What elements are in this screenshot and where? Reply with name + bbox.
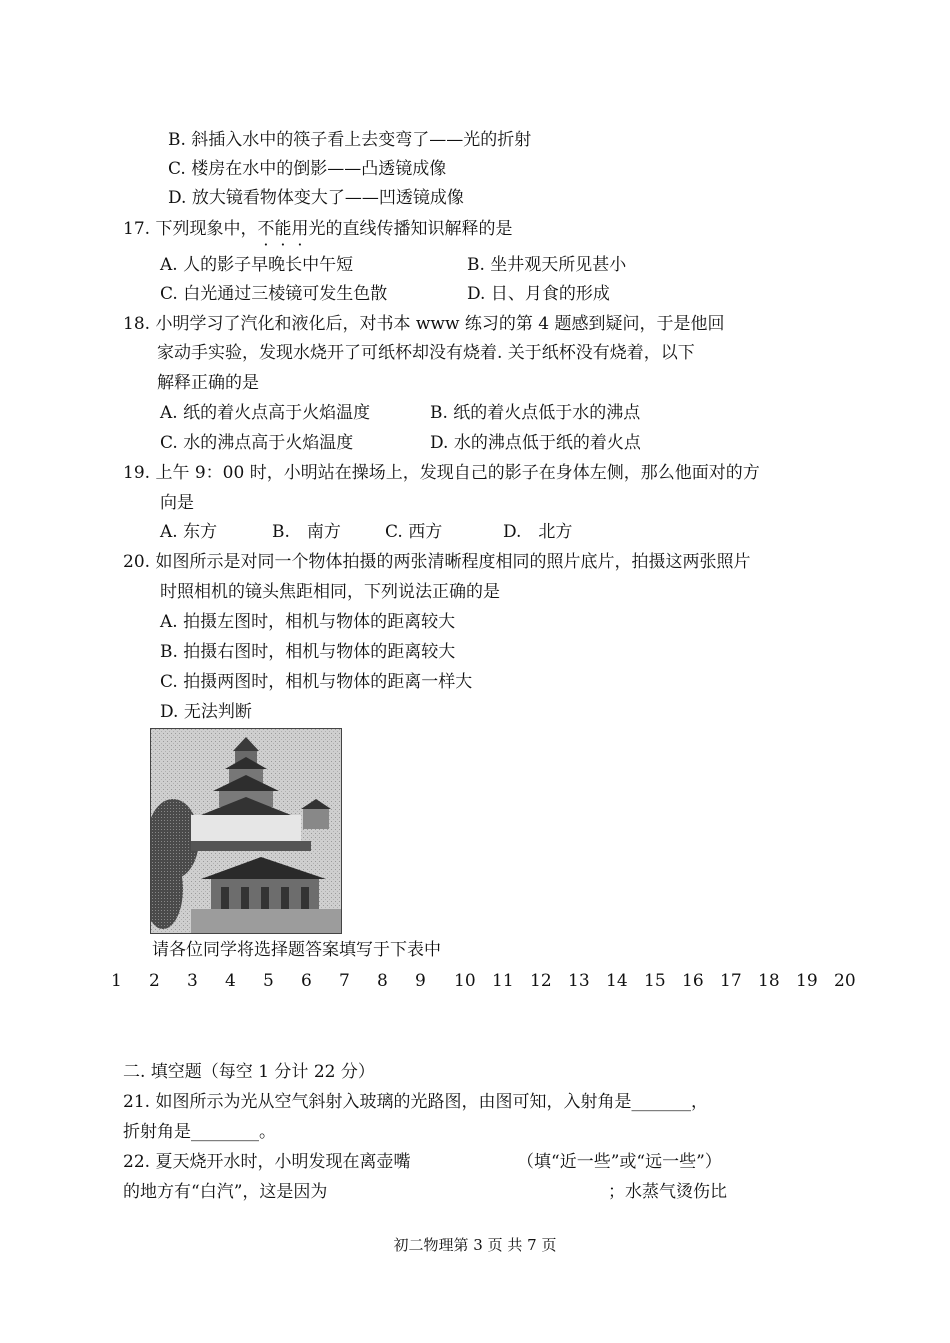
emphasis-char: 能 — [274, 219, 292, 239]
q20-option-d: D. 无法判断 — [160, 702, 252, 722]
answer-number: 1 — [111, 971, 122, 991]
q19-option-d: D. 北方 — [503, 522, 573, 542]
answer-number: 4 — [225, 971, 236, 991]
q18-option-b: B. 纸的着火点低于水的沸点 — [430, 403, 641, 423]
q17-option-b: B. 坐井观天所见甚小 — [467, 255, 627, 275]
answer-number: 10 — [454, 971, 476, 991]
answer-number: 20 — [834, 971, 856, 991]
answer-number: 6 — [301, 971, 312, 991]
answer-number: 5 — [263, 971, 274, 991]
q16-option-c: C. 楼房在水中的倒影——凸透镜成像 — [168, 159, 447, 179]
q21-line2: 折射角是________。 — [123, 1122, 276, 1142]
q20-option-a: A. 拍摄左图时，相机与物体的距离较大 — [160, 612, 456, 632]
pagoda-photo — [150, 728, 342, 934]
answer-number: 15 — [644, 971, 666, 991]
q22-line2-left: 的地方有“白汽”，这是因为 — [123, 1182, 328, 1202]
emphasis-char: 不 — [257, 219, 275, 239]
q19-option-a: A. 东方 — [160, 522, 218, 542]
q19-stem-line1: 19. 上午 9：00 时，小明站在操场上，发现自己的影子在身体左侧，那么他面对的方 — [123, 463, 760, 483]
answer-number: 18 — [758, 971, 780, 991]
q17-option-a: A. 人的影子早晚长中午短 — [160, 255, 354, 275]
answer-number: 11 — [492, 971, 514, 991]
q16-option-b: B. 斜插入水中的筷子看上去变弯了——光的折射 — [168, 130, 532, 150]
q18-option-c: C. 水的沸点高于火焰温度 — [160, 433, 354, 453]
q19-stem-line2: 向是 — [160, 493, 194, 513]
q18-option-d: D. 水的沸点低于纸的着火点 — [430, 433, 641, 453]
q22-line2-right: ；水蒸气烫伤比 — [608, 1182, 727, 1202]
q18-stem-line2: 家动手实验，发现水烧开了可纸杯却没有烧着. 关于纸杯没有烧着，以下 — [157, 343, 695, 363]
answer-number: 12 — [530, 971, 552, 991]
answer-number: 14 — [606, 971, 628, 991]
q19-option-c: C. 西方 — [385, 522, 443, 542]
q18-stem-line3: 解释正确的是 — [157, 373, 259, 393]
answer-number: 19 — [796, 971, 818, 991]
q17-option-d: D. 日、月食的形成 — [467, 284, 610, 304]
q22-line1-left: 22. 夏天烧开水时，小明发现在离壶嘴 — [123, 1152, 411, 1172]
answer-table-note: 请各位同学将选择题答案填写于下表中 — [152, 940, 441, 960]
emphasis-char: 用 — [291, 219, 309, 239]
answer-number: 2 — [149, 971, 160, 991]
q17-stem: 17. 下列现象中，不能用光的直线传播知识解释的是 — [123, 219, 513, 239]
answer-number: 13 — [568, 971, 590, 991]
answer-number: 7 — [339, 971, 350, 991]
q21-line1: 21. 如图所示为光从空气斜射入玻璃的光路图，由图可知，入射角是_______， — [123, 1092, 708, 1112]
q19-option-b: B. 南方 — [272, 522, 341, 542]
answer-number: 8 — [377, 971, 388, 991]
q20-option-b: B. 拍摄右图时，相机与物体的距离较大 — [160, 642, 456, 662]
pagoda-illustration — [151, 729, 341, 933]
q22-line1-right: （填“近一些”或“远一些”） — [517, 1152, 722, 1172]
answer-number: 9 — [415, 971, 426, 991]
q20-stem-line1: 20. 如图所示是对同一个物体拍摄的两张清晰程度相同的照片底片，拍摄这两张照片 — [123, 552, 751, 572]
q16-option-d: D. 放大镜看物体变大了——凹透镜成像 — [168, 188, 464, 208]
section2-title: 二. 填空题（每空 1 分计 22 分） — [123, 1062, 375, 1082]
answer-number: 17 — [720, 971, 742, 991]
q18-stem-line1: 18. 小明学习了汽化和液化后，对书本 www 练习的第 4 题感到疑问，于是他回 — [123, 314, 725, 334]
page-footer: 初二物理第 3 页 共 7 页 — [393, 1236, 557, 1254]
q20-stem-line2: 时照相机的镜头焦距相同，下列说法正确的是 — [160, 582, 500, 602]
q18-option-a: A. 纸的着火点高于火焰温度 — [160, 403, 371, 423]
q17-option-c: C. 白光通过三棱镜可发生色散 — [160, 284, 388, 304]
q20-option-c: C. 拍摄两图时，相机与物体的距离一样大 — [160, 672, 473, 692]
answer-number: 16 — [682, 971, 704, 991]
answer-number: 3 — [187, 971, 198, 991]
